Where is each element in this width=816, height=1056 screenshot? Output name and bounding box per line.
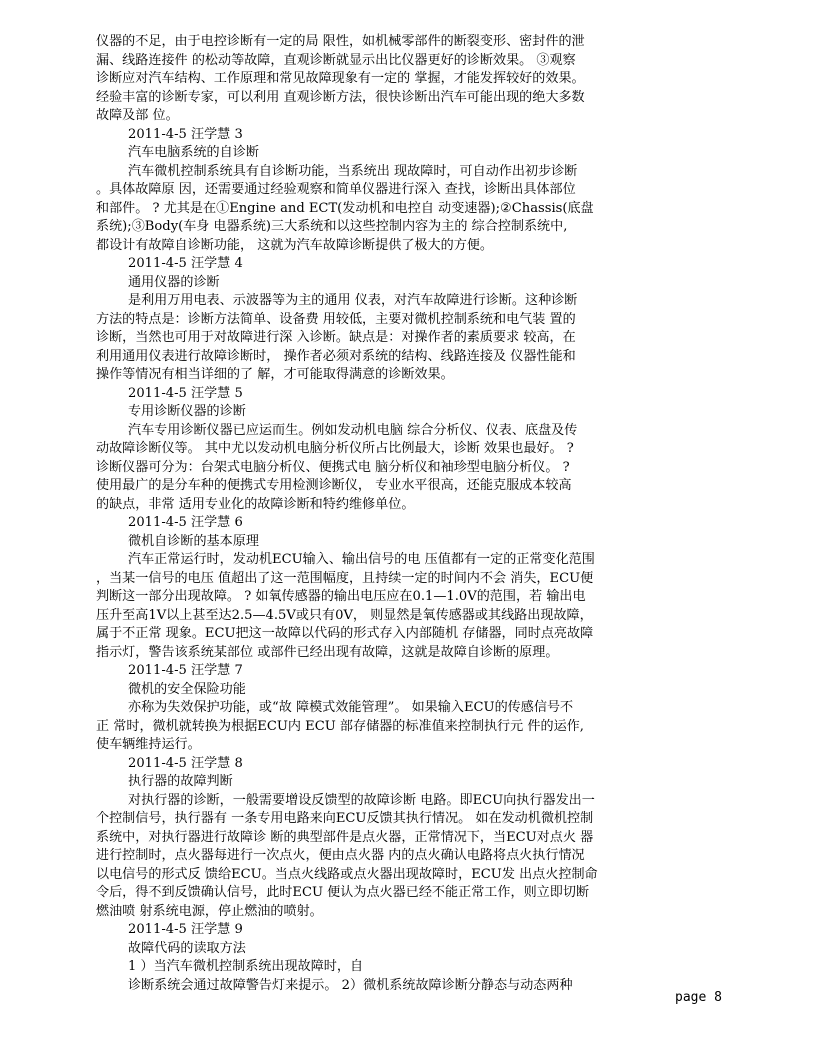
text-line: 亦称为失效保护功能，或“故 障模式效能管理”。 如果输入ECU的传感信号不 — [128, 700, 574, 715]
text-line: 故障代码的读取方法 — [128, 940, 246, 956]
text-line: 通用仪器的诊断 — [128, 274, 220, 290]
text-line: 汽车电脑系统的自诊断 — [128, 145, 259, 160]
text-line: ，当某一信号的电压 值超出了这一范围幅度，且持续一定的时间内不会 消失，ECU便 — [96, 570, 594, 586]
text-line: 利用通用仪表进行故障诊断时， 操作者必须对系统的结构、线路连接及 仪器性能和 — [96, 348, 576, 364]
text-line: 方法的特点是：诊断方法简单、设备费 用较低，主要对微机控制系统和电气装 置的 — [96, 311, 576, 327]
text-line: 汽车专用诊断仪器已应运而生。例如发动机电脑 综合分析仪、仪表、底盘及传 — [128, 422, 578, 438]
text-line: 1 ）当汽车微机控制系统出现故障时，自 — [128, 959, 364, 974]
text-line: 微机自诊断的基本原理 — [128, 533, 259, 549]
text-line: 判断这一部分出现故障。 ? 如氧传感器的输出电压应在0.1—1.0V的范围，若 输出电 — [96, 589, 586, 604]
text-line: 经验丰富的诊断专家，可以利用 直观诊断方法，很快诊断出汽车可能出现的绝大多数 — [96, 89, 585, 105]
text-line: 执行器的故障判断 — [128, 774, 233, 789]
text-line: 属于不正常 现象。ECU把这一故障以代码的形式存入内部随机 存储器，同时点亮故障 — [96, 626, 594, 641]
text-line: 燃油喷 射系统电源，停止燃油的喷射。 — [96, 903, 323, 919]
text-line: 2011-4-5 汪学慧 6 — [128, 515, 243, 530]
text-line: 2011-4-5 汪学慧 5 — [128, 385, 243, 401]
page-number: page 8 — [675, 990, 722, 1005]
text-line: 的缺点，非常 适用专业化的故障诊断和特约维修单位。 — [96, 496, 415, 512]
text-line: 正 常时，微机就转换为根据ECU内 ECU 部存储器的标准值来控制执行元 件的运作, — [96, 718, 584, 734]
text-line: 汽车正常运行时，发动机ECU输入、输出信号的电 压值都有一定的正常变化范围 — [128, 552, 595, 567]
text-line: 2011-4-5 汪学慧 8 — [128, 755, 243, 771]
text-line: 指示灯，警告该系统某部位 或部件已经出现有故障，这就是故障自诊断的原理。 — [96, 644, 559, 660]
text-line: 2011-4-5 汪学慧 3 — [128, 126, 243, 142]
text-line: 2011-4-5 汪学慧 7 — [128, 663, 243, 678]
text-line: 诊断仪器可分为：台架式电脑分析仪、便携式电 脑分析仪和袖珍型电脑分析仪。 ? — [96, 459, 570, 475]
text-line: 使车辆维持运行。 — [96, 737, 201, 752]
text-line: 和部件。 ? 尤其是在①Engine and ECT(发动机和电控自 动变速器);②Chassis(底盘 — [96, 200, 594, 216]
text-line: 系统中，对执行器进行故障诊 断的典型部件是点火器，正常情况下，当ECU对点火 器 — [96, 829, 594, 845]
text-line: 是利用万用电表、示波器等为主的通用 仪表，对汽车故障进行诊断。这种诊断 — [128, 293, 578, 308]
text-line: 故障及部 位。 — [96, 108, 179, 123]
text-line: 个控制信号，执行器有 一条专用电路来向ECU反馈其执行情况。 如在发动机微机控制 — [96, 811, 594, 826]
text-line: 压升至高1V以上甚至达2.5—4.5V或只有0V， 则显然是氧传感器或其线路出现故障， — [96, 607, 593, 623]
text-line: 操作等情况有相当详细的了 解，才可能取得满意的诊断效果。 — [96, 367, 454, 382]
text-line: 都设计有故障自诊断功能， 这就为汽车故障诊断提供了极大的方便。 — [96, 237, 493, 253]
text-line: 系统);③Body(车身 电器系统)三大系统和以这些控制内容为主的 综合控制系统中, — [96, 219, 568, 234]
text-line: 2011-4-5 汪学慧 4 — [128, 256, 243, 271]
text-line: 诊断系统会通过故障警告灯来提示。 2）微机系统故障诊断分静态与动态两种 — [128, 977, 573, 993]
text-line: 专用诊断仪器的诊断 — [128, 404, 246, 419]
text-line: 微机的安全保险功能 — [128, 681, 246, 697]
text-line: 漏、线路连接件 的松动等故障，直观诊断就显示出比仪器更好的诊断效果。 ③观察 — [96, 52, 576, 68]
text-line: 使用最广的是分车种的便携式专用检测诊断仪， 专业水平很高，还能克服成本较高 — [96, 478, 572, 493]
text-line: 诊断，当然也可用于对故障进行深 入诊断。缺点是：对操作者的素质要求 较高，在 — [96, 330, 576, 345]
text-line: 仪器的不足，由于电控诊断有一定的局 限性，如机械零部件的断裂变形、密封件的泄 — [96, 34, 585, 49]
text-line: 2011-4-5 汪学慧 9 — [128, 922, 243, 937]
document-body — [96, 33, 720, 995]
text-line: 令后，得不到反馈确认信号，此时ECU 便认为点火器已经不能正常工作，则立即切断 — [96, 885, 590, 900]
text-line: 以电信号的形式反 馈给ECU。当点火线路或点火器出现故障时，ECU发 出点火控制命 — [96, 866, 598, 882]
text-line: 。具体故障原 因，还需要通过经验观察和简单仪器进行深入 查找，诊断出具体部位 — [96, 182, 576, 197]
text-line: 进行控制时，点火器每进行一次点火，便由点火器 内的点火确认电路将点火执行情况 — [96, 848, 585, 863]
text-line: 动故障诊断仪等。 其中尤以发动机电脑分析仪所占比例最大，诊断 效果也最好。 ? — [96, 441, 574, 456]
text-line: 汽车微机控制系统具有自诊断功能，当系统出 现故障时，可自动作出初步诊断 — [128, 163, 578, 179]
text-line: 对执行器的诊断，一般需要增设反馈型的故障诊断 电路。即ECU向执行器发出一 — [128, 792, 595, 808]
text-line: 诊断应对汽车结构、工作原理和常见故障现象有一定的 掌握，才能发挥较好的效果。 — [96, 71, 585, 86]
